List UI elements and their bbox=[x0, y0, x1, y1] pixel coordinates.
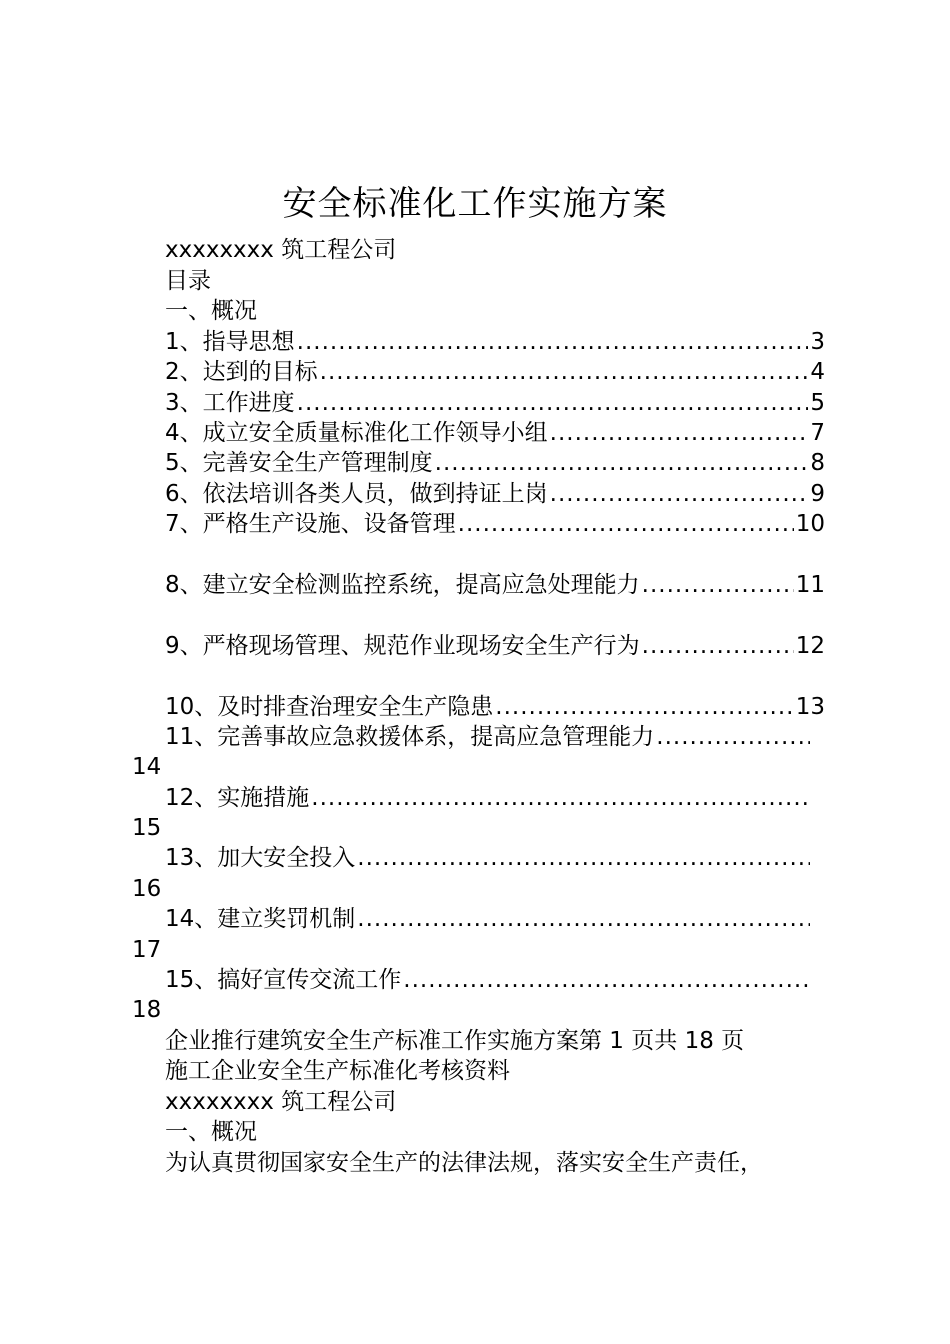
toc-entry-page: 10 bbox=[795, 511, 825, 537]
toc-entry-page: 8 bbox=[810, 450, 825, 476]
company-name-repeat: xxxxxxxx 筑工程公司 bbox=[165, 1089, 397, 1115]
toc-entry-page: 11 bbox=[795, 572, 825, 598]
toc-leader bbox=[311, 783, 810, 813]
toc-entry-page: 4 bbox=[810, 359, 825, 385]
toc-entry-page: 15 bbox=[132, 815, 162, 841]
toc-entry[interactable] bbox=[165, 418, 825, 448]
toc-entry-label: 5、完善安全生产管理制度 bbox=[165, 450, 433, 476]
toc-entry[interactable] bbox=[165, 509, 825, 539]
toc-entry-page: 18 bbox=[132, 997, 162, 1023]
toc-entry-page: 14 bbox=[132, 754, 162, 780]
toc-leader bbox=[495, 692, 793, 722]
document-subtitle: 施工企业安全生产标准化考核资料 bbox=[165, 1058, 510, 1084]
body-paragraph: 为认真贯彻国家安全生产的法律法规，落实安全生产责任， bbox=[165, 1150, 763, 1176]
page-footer-line: 企业推行建筑安全生产标准工作实施方案第 1 页共 18 页 bbox=[165, 1028, 745, 1054]
toc-entry-label: 7、严格生产设施、设备管理 bbox=[165, 511, 456, 537]
toc-entry[interactable] bbox=[165, 448, 825, 478]
toc-leader bbox=[357, 904, 810, 934]
toc-leader bbox=[297, 327, 809, 357]
toc-entry-label: 15、搞好宣传交流工作 bbox=[165, 967, 402, 993]
toc-entry-page: 3 bbox=[810, 329, 825, 355]
toc-entry[interactable] bbox=[165, 357, 825, 387]
toc-entry[interactable] bbox=[165, 692, 825, 722]
toc-entry[interactable] bbox=[165, 631, 825, 661]
toc-entry[interactable] bbox=[165, 388, 825, 418]
toc-leader bbox=[656, 722, 810, 752]
toc-entry-label: 4、成立安全质量标准化工作领导小组 bbox=[165, 420, 548, 446]
toc-entry-label: 3、工作进度 bbox=[165, 390, 295, 416]
toc-entry[interactable] bbox=[165, 783, 810, 813]
toc-entry-label: 14、建立奖罚机制 bbox=[165, 906, 356, 932]
toc-entry-page: 7 bbox=[810, 420, 825, 446]
toc-leader bbox=[297, 388, 809, 418]
toc-entry-label: 11、完善事故应急救援体系，提高应急管理能力 bbox=[165, 724, 655, 750]
toc-leader bbox=[320, 357, 809, 387]
toc-leader bbox=[357, 843, 810, 873]
toc-leader bbox=[642, 570, 794, 600]
document-title: 安全标准化工作实施方案 bbox=[282, 184, 668, 224]
toc-entry-label: 2、达到的目标 bbox=[165, 359, 318, 385]
toc-leader bbox=[435, 448, 809, 478]
toc-entry[interactable] bbox=[165, 479, 825, 509]
toc-leader bbox=[550, 418, 809, 448]
toc-entry-label: 6、依法培训各类人员，做到持证上岗 bbox=[165, 481, 548, 507]
toc-leader bbox=[458, 509, 794, 539]
toc-leader bbox=[403, 965, 810, 995]
toc-entry-page: 5 bbox=[810, 390, 825, 416]
section-heading-repeat: 一、概况 bbox=[165, 1119, 257, 1145]
toc-entry-label: 12、实施措施 bbox=[165, 785, 310, 811]
toc-leader bbox=[550, 479, 809, 509]
toc-leader bbox=[642, 631, 794, 661]
toc-heading: 目录 bbox=[165, 268, 211, 294]
toc-entry-label: 8、建立安全检测监控系统，提高应急处理能力 bbox=[165, 572, 640, 598]
company-name: xxxxxxxx 筑工程公司 bbox=[165, 237, 397, 263]
toc-entry-label: 10、及时排查治理安全生产隐患 bbox=[165, 694, 494, 720]
toc-entry-label: 13、加大安全投入 bbox=[165, 845, 356, 871]
toc-entry[interactable] bbox=[165, 965, 810, 995]
toc-entry[interactable] bbox=[165, 722, 810, 752]
toc-entry[interactable] bbox=[165, 327, 825, 357]
toc-entry-page: 16 bbox=[132, 876, 162, 902]
toc-entry-label: 1、指导思想 bbox=[165, 329, 295, 355]
toc-entry-page: 13 bbox=[795, 694, 825, 720]
toc-entry[interactable] bbox=[165, 570, 825, 600]
toc-entry[interactable] bbox=[165, 843, 810, 873]
toc-entry[interactable] bbox=[165, 904, 810, 934]
toc-entry-page: 9 bbox=[810, 481, 825, 507]
section-heading: 一、概况 bbox=[165, 298, 257, 324]
toc-entry-page: 17 bbox=[132, 937, 162, 963]
toc-entry-label: 9、严格现场管理、规范作业现场安全生产行为 bbox=[165, 633, 640, 659]
toc-entry-page: 12 bbox=[795, 633, 825, 659]
